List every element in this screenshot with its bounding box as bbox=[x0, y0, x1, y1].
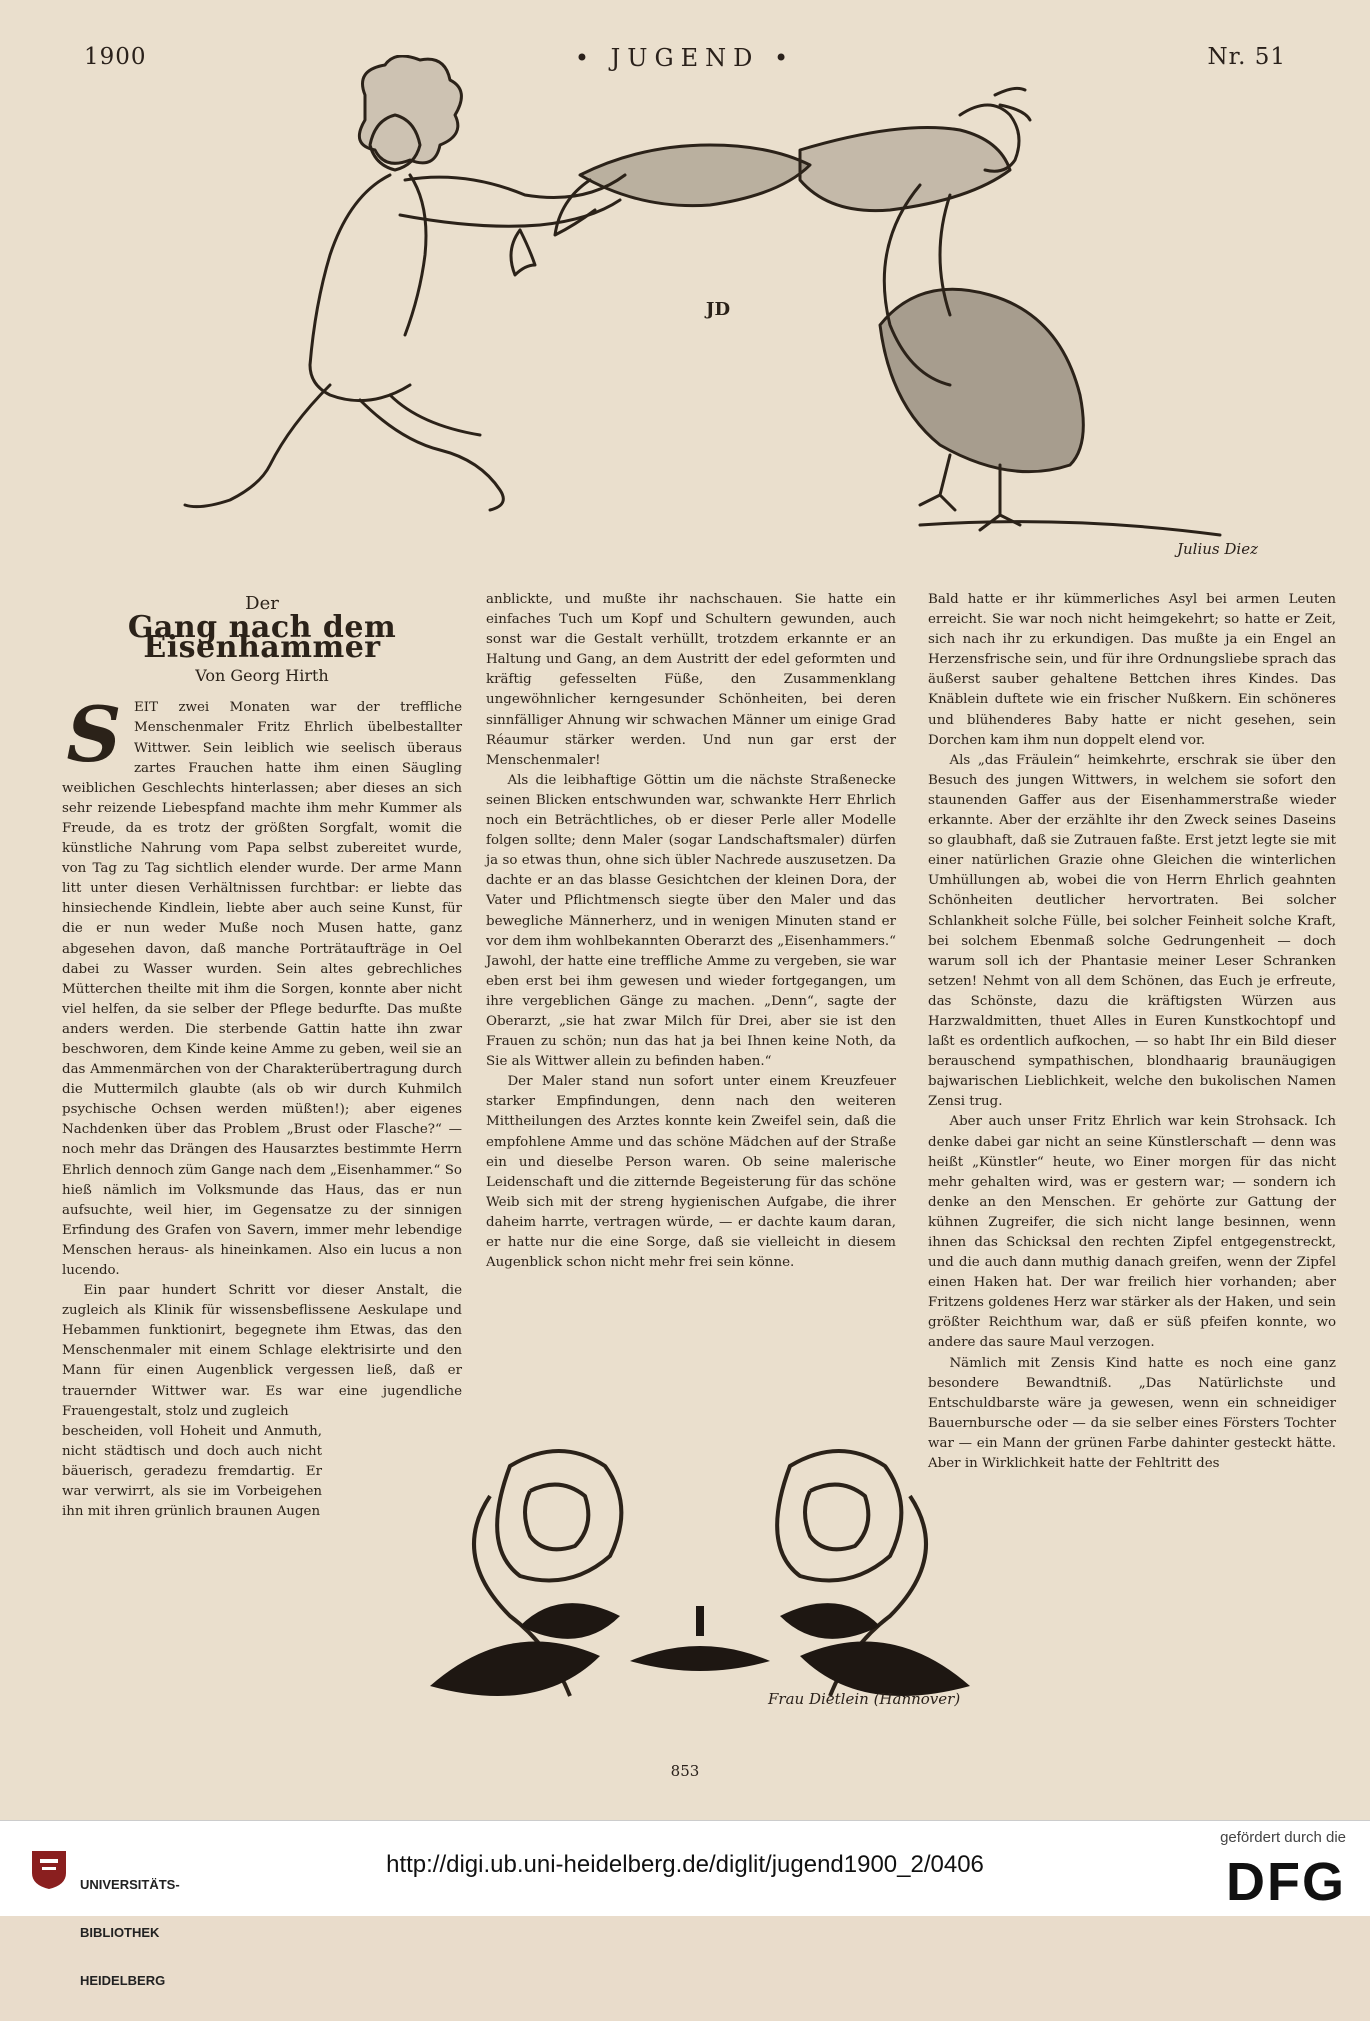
paragraph: Aber auch unser Fritz Ehrlich war kein Strohsack. Ich denke dabei gar nicht an seine Künstlerschaft — denn was heißt „Künstler“ heute, wo Einer morgen für das nicht mehr gehalten wird, was er gestern war; — sondern ich denke an den Menschen. Er gehörte zur Gattung der kühnen Zugreifer, die sich nicht lange besinnen, wenn ihnen das Schicksal den rechten Zipfel entgegenstreckt, und die auch dann muthig danach greifen, wenn der Zipfel einen Haken hat. Der war freilich hier vorhanden; aber Fritzens goldenes Herz war stärker als der Haken, und sein größter Reichthum war, daß er süß pfeifen konnte, wo andere das saure Maul verzogen. bbox=[928, 1114, 1336, 1351]
illustration-credit: Julius Diez bbox=[1177, 540, 1258, 558]
paragraph: Ein paar hundert Schritt vor dieser Anstalt, die zugleich als Klinik für wissensbeflissene Aeskulape und Hebammen funktionirt, begegnete ihm Etwas, das den Menschenmaler mit einem Schlage elektrisirte und den Mann für einen Augenblick vergessen ließ, daß er trauernder Wittwer war. Es war eine jugendliche Frauengestalt, stolz und zugleich bbox=[62, 1283, 462, 1419]
paragraph: Der Maler stand nun sofort unter einem Kreuzfeuer starker Empfindungen, denn nach den weiteren Mittheilungen des Arztes konnte kein Zweifel sein, daß die empfohlene Amme und das schöne Mädchen auf der Straße ein und dieselbe Person waren. Ob seine malerische Leidenschaft und die zitternde Begeisterung für das schöne Weib sich mit der streng hygienischen Aufgabe, die ihrer daheim harrte, vertragen würde, — er dachte kaum daran, er hatte nur die eine Sorge, daß sie vielleicht in diesem Augenblick schon nicht mehr frei sein könne. bbox=[486, 1074, 896, 1271]
paragraph: Bald hatte er ihr kümmerliches Asyl bei armen Leuten erreicht. Sie war noch nicht heimgekehrt; so hatte er Zeit, sich nach ihr zu erkundigen. Das mußte ja ein Engel an Herzensfrische sein, und für ihre Ordnungsliebe sprach das äußerst sauber gehaltene Bettchen ihres Kindes. Das Knäblein duftete wie ein frischer Nußkern. Ein schöneres und blühenderes Baby hatte er nicht gesehen, sein Dorchen kam ihm nun doppelt elend vor. bbox=[928, 592, 1336, 748]
header-issue-number: Nr. 51 bbox=[1207, 44, 1286, 70]
drop-cap: S bbox=[66, 690, 122, 780]
paragraph-continued: bescheiden, voll Hoheit und Anmuth, nicht städtisch und doch auch nicht bäuerisch, geradezu fremdartig. Er war verwirrt, als sie im Vorbeigehen ihn mit ihren grünlich braunen Augen bbox=[62, 1423, 322, 1520]
rose-ornament bbox=[400, 1436, 1000, 1718]
article-title: Gang nach dem Eisenhammer bbox=[127, 610, 397, 666]
article-column-3 bbox=[928, 590, 1336, 1474]
ornament-credit: Frau Dietlein (Hannover) bbox=[768, 1690, 961, 1708]
page-number: 853 bbox=[670, 1762, 700, 1780]
paragraph: anblickte, und mußte ihr nachschauen. Sie hatte ein einfaches Tuch um Kopf und Schultern gewunden, auch sonst war die Gestalt verhüllt, trotzdem erkannte er an Haltung und Gang, an dem Austritt der edel geformten und kräftig gefesselten Füße, den Zusammenklang ungewöhnlicher kerngesunder Schönheiten, bei deren sinnfälliger Ahnung wir schwachen Männer um einige Grad Réaumur stärker werden. Und nun gar erst der Menschenmaler! bbox=[486, 592, 896, 768]
permalink-url[interactable]: http://digi.ub.uni-heidelberg.de/diglit/jugend1900_2/0406 bbox=[386, 1851, 984, 1878]
header-year: 1900 bbox=[84, 44, 147, 70]
article-byline: Von Georg Hirth bbox=[195, 666, 329, 686]
article-kicker: Der bbox=[245, 593, 279, 614]
paragraph: EIT zwei Monaten war der treffliche Menschenmaler Fritz Ehrlich übelbestallter Wittwer. Sein leiblich wie seelisch überaus zartes Frauchen hatte ihm einen Säugling weiblichen Geschlechts hinterlassen; aber dieses an sich sehr reizende Liebespfand machte ihm mehr Kummer als Freude, da es trotz der größten Sorgfalt, womit die künstliche Nahrung vom Papa selbst zubereitet wurde, von Tag zu Tag sichtlich elender wurde. Der arme Mann litt unter diesen Verhältnissen furchtbar: er liebte das hinsiechende Kindlein, liebte aber auch seine Kunst, für die er nun weder Muße noch Musen hatte, ganz abgesehen davon, daß manche Porträtaufträge in Oel dabei zu Wasser wurden. Sein altes gebrechliches Mütterchen theilte mit ihm die Sorgen, konnte aber nicht viel helfen, da sie selber der Pflege bedurfte. Das mußte anders werden. Die sterbende Gattin hatte ihn zwar beschworen, dem Kinde keine Amme zu geben, weil sie an das Ammenmärchen von der Charakterübertragung durch die Muttermilch glaubte (als ob wir durch Kuhmilch psychische Ochsen werden müßten!); aber eigenes Nachdenken über das Problem „Brust oder Flasche?“ — noch mehr das Drängen des Hausarztes bestimmte Herrn Ehrlich dennoch züm Gange nach dem „Eisenhammer.“ So hieß nämlich im Volksmunde das Haus, das er nun aufsuchte, weil hier, im Gegensatze zu der sinnigen Erfindung des Grafen von Savern, immer mehr lebendige Menschen heraus- als hineinkamen. Also ein lucus a non lucendo. bbox=[62, 700, 462, 1278]
artist-monogram: JD bbox=[705, 299, 731, 320]
university-name: UNIVERSITÄTS- BIBLIOTHEK HEIDELBERG bbox=[80, 1877, 180, 1988]
paragraph: Als die leibhaftige Göttin um die nächste Straßenecke seinen Blicken entschwunden war, schwankte Herr Ehrlich noch ein Beträchtliches, ob er dieser Perle aller Modelle folgen sollte; denn Maler (sogar Landschaftsmaler) dürfen ja so etwas thun, ohne sich übler Nachrede auszusetzen. Da dachte er an das blasse Gesichtchen der kleinen Dora, der Vater und Pflichtmensch siegte über den Maler und das bewegliche Männerherz, und in wenigen Minuten stand er vor dem ihm wohlbekannten Oberarzt des „Eisenhammers.“ Jawohl, der hatte eine treffliche Amme zu vergeben, sie war eben erst bei ihm gewesen und wieder fortgegangen, um ihre vergeblichen Gänge zu machen. „Denn“, sagte der Oberarzt, „sie hat zwar Milch für Drei, aber sie ist den Frauen zu schön; nun das hat ja bei Ihnen keine Noth, da Sie als Wittwer allein zu befinden haben.“ bbox=[486, 772, 896, 1070]
pelican-illustration bbox=[160, 55, 1260, 565]
paragraph: Nämlich mit Zensis Kind hatte es noch eine ganz besondere Bewandtniß. „Das Natürlichste und Entschuldbarste wäre ja gewesen, wenn ein schneidiger Bauernbursche oder — da sie selber eines Försters Tochter war — ein Mann der grünen Farbe dahinter gesteckt hätte. Aber in Wirklichkeit hatte der Fehltritt des bbox=[928, 1355, 1336, 1472]
paragraph: Als „das Fräulein“ heimkehrte, erschrak sie über den Besuch des jungen Wittwers, in welchem sie sofort den staunenden Gaffer aus der Eisenhammerstraße wieder erkannte. Aber der erzählte ihr den Zweck seines Daseins so glaubhaft, daß sie Zutrauen faßte. Erst jetzt legte sie mit einer natürlichen Grazie ohne Gleichen die winterlichen Umhüllungen ab, wobei die von Herrn Ehrlich geahnten Schönheiten deutlicher hervortraten. Bei solcher Schlankheit solche Fülle, bei solcher Feinheit solche Kraft, bei solchem Ebenmaß solche Gedrungenheit — doch warum soll ich der Phantasie meiner Leser Schranken setzen! Nehmt von all dem Schönen, das Euch je erfreute, das Schönste, dazu die kräftigsten Würzen aus Harzwaldmitten, thuet Alles in Euren Kunstkochtopf und laßt es ordentlich aufkochen, — so habt Ihr ein Bild dieser berauschend sympathischen, blondhaarig braunäugigen bajwarischen Lieblichkeit, welche den bukolischen Namen Zensi trug. bbox=[928, 752, 1336, 1110]
funding-note: gefördert durch die bbox=[1220, 1829, 1346, 1846]
article-column-1 bbox=[62, 590, 462, 1522]
dfg-logo[interactable]: DFG bbox=[1226, 1852, 1346, 1912]
article-column-2 bbox=[486, 590, 896, 1273]
header-journal-title: • JUGEND • bbox=[574, 44, 796, 72]
library-footer bbox=[0, 1820, 1370, 1988]
